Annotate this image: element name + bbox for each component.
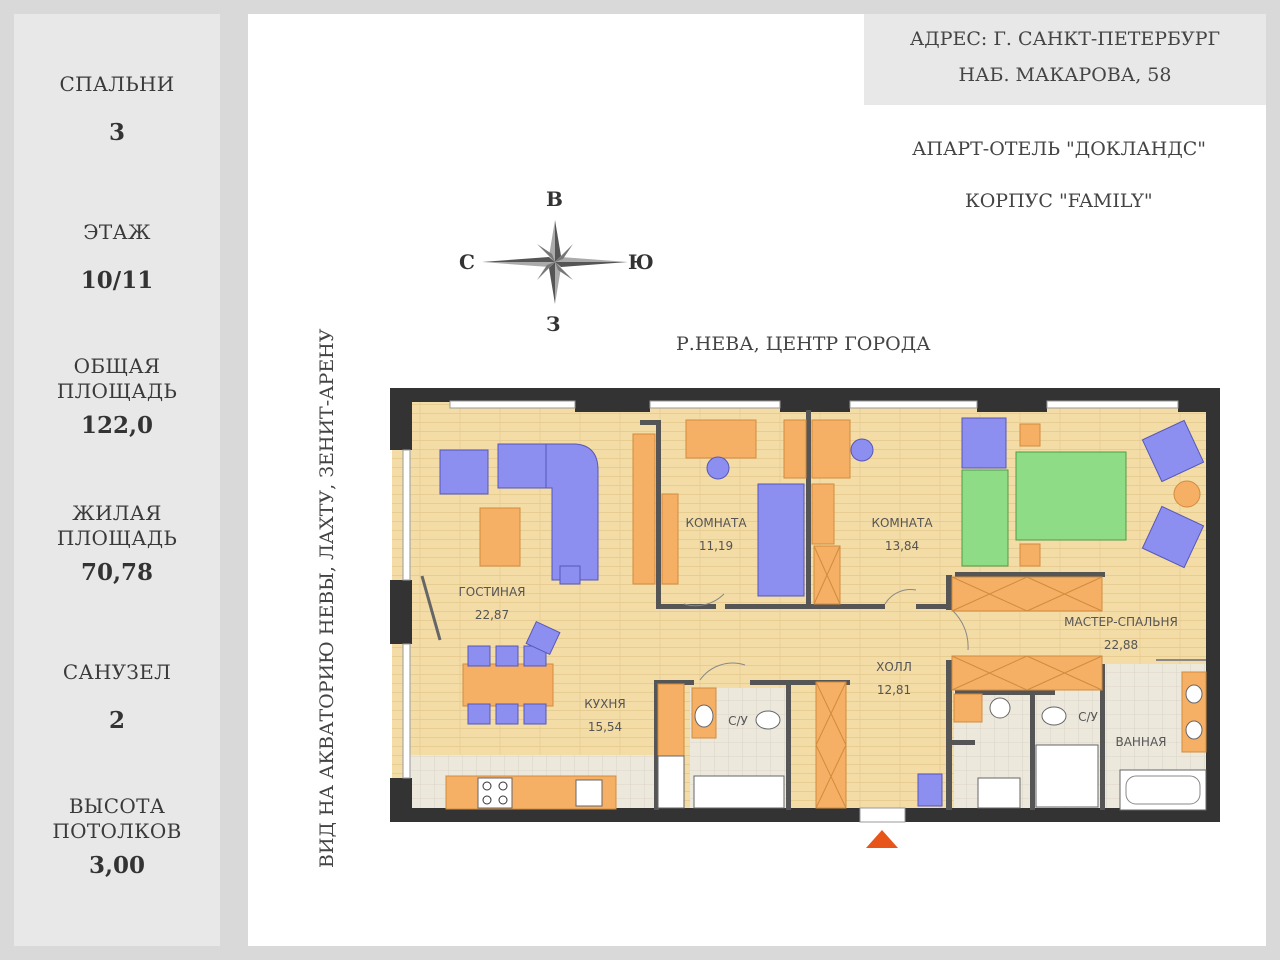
- living-room-name: ГОСТИНАЯ: [458, 585, 526, 599]
- view-top-label: Р.НЕВА, ЦЕНТР ГОРОДА: [676, 333, 931, 355]
- compass-south-label: З: [546, 312, 561, 336]
- entry-door: [860, 808, 905, 822]
- kitchen-area: 15,54: [587, 720, 623, 734]
- address-box: [864, 14, 1266, 105]
- floor-stat: [14, 220, 220, 295]
- wc1-name: С/У: [728, 714, 748, 728]
- bathrooms-stat: [14, 660, 220, 735]
- master-bedroom-area: 22,88: [1103, 638, 1139, 652]
- address-line2: НАБ. МАКАРОВА, 58: [958, 64, 1172, 86]
- floor-value: 10/11: [80, 267, 154, 294]
- hall-area: 12,81: [876, 683, 912, 697]
- ceiling-value: 3,00: [88, 852, 146, 879]
- compass-rose-icon: [480, 210, 630, 315]
- living-area-value: 70,78: [80, 559, 154, 586]
- room2-name: КОМНАТА: [871, 516, 933, 530]
- room2-area: 13,84: [884, 539, 920, 553]
- bedrooms-value: 3: [108, 119, 125, 146]
- specs-panel: [14, 14, 220, 946]
- kitchen-name: КУХНЯ: [584, 697, 626, 711]
- room1-area: 11,19: [698, 539, 734, 553]
- wc2-name: С/У: [1078, 710, 1098, 724]
- address-line1: АДРЕС: Г. САНКТ-ПЕТЕРБУРГ: [909, 28, 1221, 50]
- living-area-stat: [14, 501, 220, 587]
- hotel-name: АПАРТ-ОТЕЛЬ "ДОКЛАНДС": [912, 138, 1207, 160]
- bathrooms-label: САНУЗЕЛ: [62, 660, 172, 684]
- bathroom-name: ВАННАЯ: [1115, 735, 1167, 749]
- hall-name: ХОЛЛ: [876, 660, 912, 674]
- master-bedroom-name: МАСТЕР-СПАЛЬНЯ: [1064, 615, 1178, 629]
- ceiling-stat: [14, 794, 220, 880]
- compass-west-label: С: [459, 250, 475, 274]
- bedrooms-stat: [14, 72, 220, 147]
- total-area-stat: [14, 354, 220, 440]
- ceiling-label: ВЫСОТА ПОТОЛКОВ: [52, 794, 182, 843]
- bathrooms-value: 2: [108, 707, 125, 734]
- total-area-value: 122,0: [80, 412, 154, 439]
- bedrooms-label: СПАЛЬНИ: [59, 72, 175, 96]
- living-room-area: 22,87: [474, 608, 510, 622]
- total-area-label: ОБЩАЯ ПЛОЩАДЬ: [56, 354, 178, 403]
- living-area-label: ЖИЛАЯ ПЛОЩАДЬ: [56, 501, 178, 550]
- hotel-building: КОРПУС "FAMILY": [965, 190, 1153, 212]
- floor-label: ЭТАЖ: [83, 220, 151, 244]
- floor-plan: [380, 380, 1230, 860]
- compass-east-label: Ю: [628, 250, 654, 274]
- room1-name: КОМНАТА: [685, 516, 747, 530]
- view-left-label: ВИД НА АКВАТОРИЮ НЕВЫ, ЛАХТУ, ЗЕНИТ-АРЕНУ: [316, 328, 338, 868]
- compass-north-label: В: [546, 187, 563, 211]
- arrow-up-icon: [866, 830, 898, 848]
